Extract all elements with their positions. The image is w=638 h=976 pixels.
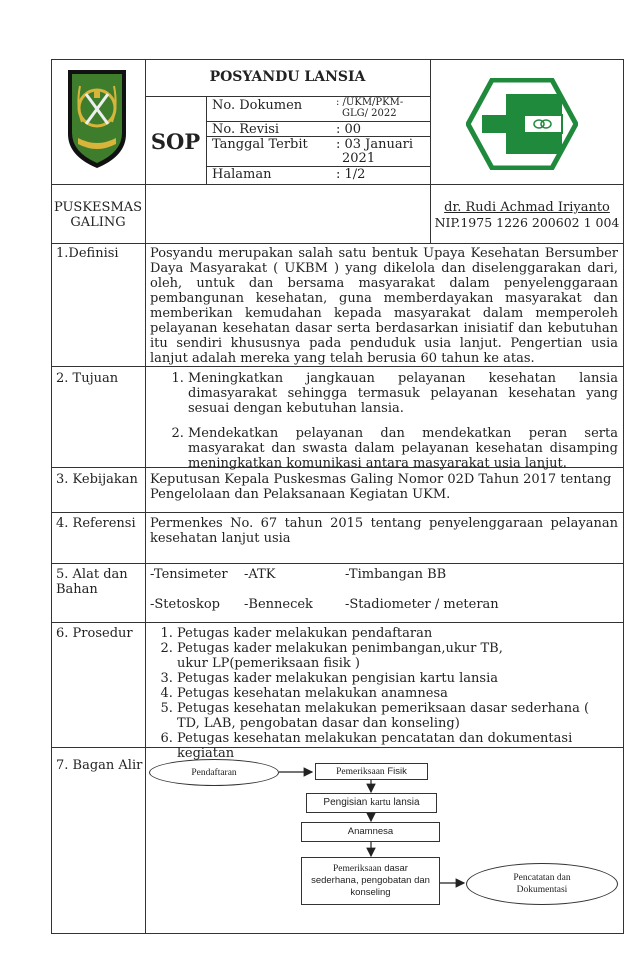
publish-date-value-1: : 03 Januari <box>336 137 414 152</box>
doc-number-value-2: GLG/ 2022 <box>342 108 397 119</box>
referensi-text: Permenkes No. 67 tahun 2015 tentang penyelenggaraan pelayanan kesehatan lanjut usia <box>150 516 618 546</box>
flow-pengisian-kartu <box>306 793 437 813</box>
prosedur-label: 6. Prosedur <box>56 626 133 641</box>
alat-label-2: Bahan <box>56 582 98 597</box>
flow-pemeriksaan-dasar-label-a: Pemeriksaan <box>333 864 382 874</box>
tujuan-item: 2. Mendekatkan pelayanan dan mendekatkan peran serta masyarakat dan swasta dalam pelayanan kesehatan disamping meningkatkan komunikasi antara masyarakat usia lanjut. <box>188 426 618 471</box>
flow-pendaftaran-label: Pendaftaran <box>191 767 237 778</box>
kebijakan-label: 3. Kebijakan <box>56 472 138 487</box>
sop-label: SOP <box>150 129 201 154</box>
flow-pemeriksaan-dasar <box>301 857 440 905</box>
alat-label-1: 5. Alat dan <box>56 567 128 582</box>
definisi-text: Posyandu merupakan salah satu bentuk Upaya Kesehatan Bersumber Daya Masyarakat ( UKBM ) yang dikelola dan diselenggarakan dari, oleh, untuk dan bersama masyarakat dalam penyelenggaraan pembangunan kesehatan, guna memberdayakan masyarakat dan memberikan kemudahan kepada masyarakat dalam memperoleh pelayanan kesehatan dasar serta berdasarkan inisiatif dan kebutuhan itu sendiri khususnya pada penduduk usia lanjut. Pengertian usia lanjut adalah mereka yang telah berusia 60 tahun ke atas. <box>150 246 618 366</box>
flow-pencatatan-label-2: Dokumentasi <box>516 885 568 895</box>
referensi-label: 4. Referensi <box>56 516 136 531</box>
page-label: Halaman <box>212 167 272 182</box>
flow-pengisian-label-c: lansia <box>393 797 420 808</box>
alat-item: -Timbangan BB <box>345 567 447 582</box>
flow-pencatatan-label-1: Pencatatan dan <box>513 873 571 883</box>
doc-number-label: No. Dokumen <box>212 98 303 113</box>
org-name-1: PUSKESMAS <box>53 200 143 215</box>
bagan-label: 7. Bagan Alir <box>56 758 143 773</box>
flow-pemeriksaan-dasar-label-c: sederhana, pengobatan dan konseling <box>311 875 430 898</box>
page-title: POSYANDU LANSIA <box>209 69 366 85</box>
tujuan-item: 1. Meningkatkan jangkauan pelayanan kesehatan lansia dimasyarakat sehingga termasuk pelayanan kesehatan yang sesuai dengan kebutuhan lansia. <box>188 371 618 416</box>
kebijakan-line-1: Keputusan Kepala Puskesmas Galing Nomor 02D Tahun 2017 tentang <box>150 472 612 487</box>
flow-pengisian-label-b: kartu <box>370 797 391 808</box>
org-name-2: GALING <box>70 215 126 230</box>
flow-pencatatan <box>466 863 618 905</box>
prosedur-item: 3. Petugas kader melakukan pengisian kartu lansia <box>177 671 612 686</box>
definisi-label: 1.Definisi <box>56 246 119 261</box>
prosedur-item: 1. Petugas kader melakukan pendaftaran <box>177 626 612 641</box>
flow-pemeriksaan-dasar-label-b: dasar <box>384 863 408 874</box>
prosedur-item: 4. Petugas kesehatan melakukan anamnesa <box>177 686 612 701</box>
alat-item: -Stadiometer / meteran <box>345 597 499 612</box>
revision-label: No. Revisi <box>212 122 280 137</box>
alat-item: -Bennecek <box>244 597 313 612</box>
flow-pemeriksaan-fisik-label-b: Fisik <box>387 765 407 777</box>
flow-anamnesa <box>301 822 440 842</box>
signer-nip: NIP.1975 1226 200602 1 004 <box>434 215 620 230</box>
prosedur-item: 6. Petugas kesehatan melakukan pencatatan dan dokumentasi kegiatan <box>177 731 612 761</box>
doc-number-value-1: : /UKM/PKM- <box>336 97 404 108</box>
revision-value: : 00 <box>336 122 362 137</box>
flow-pemeriksaan-fisik <box>315 763 428 780</box>
signer-name: dr. Rudi Achmad Iriyanto <box>444 200 610 215</box>
publish-date-value-2: 2021 <box>342 151 376 166</box>
flow-pendaftaran <box>149 759 279 786</box>
flow-pengisian-label-a: Pengisian <box>323 797 368 808</box>
alat-item: -ATK <box>244 567 276 582</box>
publish-date-label: Tanggal Terbit <box>212 137 308 152</box>
page-value: : 1/2 <box>336 167 366 182</box>
kebijakan-line-2: Pengelolaan dan Pelaksanaan Kegiatan UKM. <box>150 487 451 502</box>
tujuan-label: 2. Tujuan <box>56 371 119 386</box>
flow-anamnesa-label: Anamnesa <box>347 826 394 837</box>
alat-item: -Stetoskop <box>150 597 220 612</box>
prosedur-item: 5. Petugas kesehatan melakukan pemeriksaan dasar sederhana ( TD, LAB, pengobatan dasar dan konseling) <box>177 701 612 731</box>
flow-pemeriksaan-fisik-label-a: Pemeriksaan <box>336 766 385 777</box>
prosedur-item: 2. Petugas kader melakukan penimbangan,ukur TB, ukur LP(pemeriksaan fisik ) <box>177 641 612 671</box>
alat-item: -Tensimeter <box>150 567 228 582</box>
